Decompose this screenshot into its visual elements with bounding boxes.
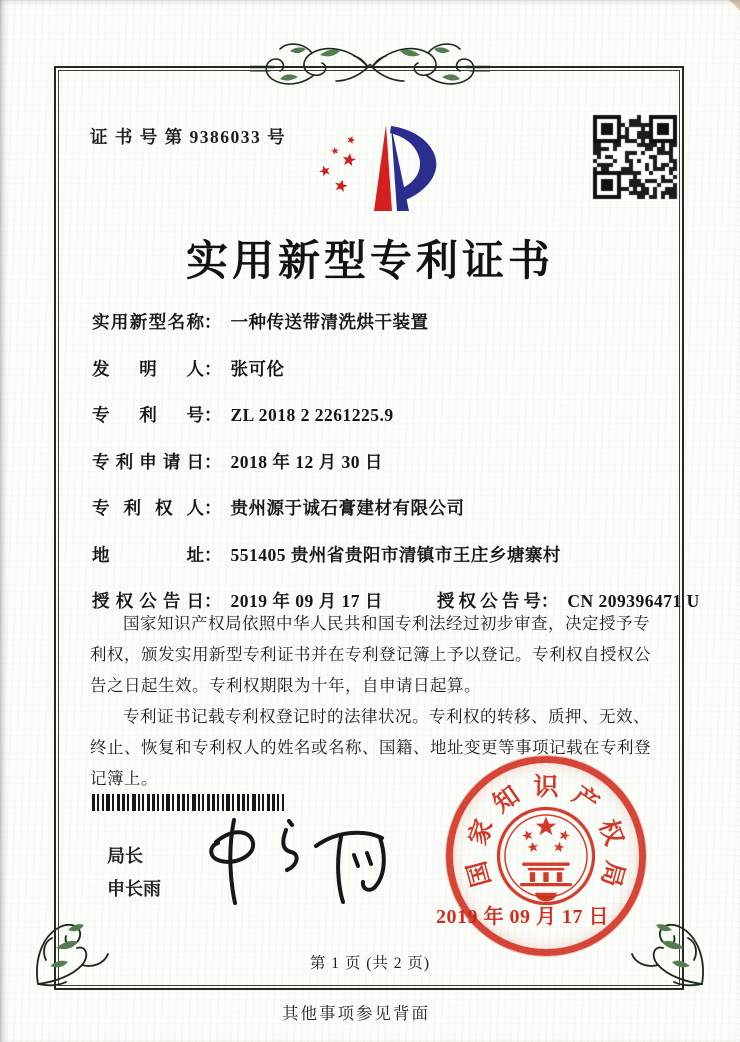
field-value: 张可伦	[230, 358, 285, 379]
signature-shen-changyu-icon	[188, 810, 403, 912]
barcode	[92, 794, 290, 811]
field-colon: ：	[204, 312, 222, 332]
patent-fields	[92, 311, 700, 637]
seal-arc-char: 国	[463, 858, 497, 890]
field-colon: ：	[204, 544, 222, 565]
signer-block	[107, 840, 161, 906]
official-seal	[436, 748, 656, 964]
field-colon: ：	[204, 591, 222, 611]
field-colon: ：	[204, 358, 222, 379]
seal-arc-char: 局	[595, 858, 629, 890]
field-label: 地址	[92, 544, 204, 565]
national-emblem-icon	[492, 802, 600, 910]
legal-paragraph-1: 国家知识产权局依照中华人民共和国专利法经过初步审查，决定授予专利权，颁发实用新型专利证书并在专利登记簿上予以登记。专利权自授权公告之日起生效。专利权期限为十年，自申请日起算。	[90, 614, 651, 695]
field-label: 授权公告日	[92, 591, 204, 611]
field-colon: ：	[540, 591, 559, 611]
field-value: ZL 2018 2 2261225.9	[230, 405, 394, 425]
legal-paragraph-2: 专利证书记载专利权登记时的法律状况。专利权的转移、质押、无效、终止、恢复和专利权人的姓名或名称、国籍、地址变更等事项记载在专利登记簿上。	[90, 707, 651, 788]
field-label: 专利权人	[92, 498, 204, 518]
signer-title: 局长	[107, 846, 143, 866]
seal-arc-char: 权	[593, 816, 628, 849]
page-number: 第 1 页 (共 2 页)	[309, 955, 431, 972]
field-value: 一种传送带清洗烘干装置	[230, 312, 429, 332]
field-row-inventor	[92, 358, 658, 381]
signer-name: 申长雨	[107, 879, 161, 899]
field-row-patent-number	[92, 404, 658, 427]
field-colon: ：	[204, 498, 222, 518]
cnipa-logo-icon	[304, 110, 446, 216]
field-value: CN 209396471 U	[567, 591, 700, 611]
field-value: 551405 贵州省贵阳市清镇市王庄乡塘寨村	[230, 544, 561, 565]
seal-date: 2019 年 09 月 17 日	[436, 906, 609, 928]
field-label: 专利号	[92, 405, 204, 425]
certificate-number: 证 书 号 第 9386033 号	[90, 127, 287, 147]
field-label: 专利申请日	[92, 451, 204, 472]
field-row-filing-date	[92, 451, 658, 474]
field-label: 实用新型名称	[92, 312, 204, 332]
field-value: 贵州源于诚石膏建材有限公司	[230, 498, 465, 518]
field-label: 发明人	[92, 358, 204, 379]
certificate-title: 实用新型专利证书	[185, 239, 554, 285]
field-value: 2018 年 12 月 30 日	[230, 451, 383, 472]
seal-arc-char: 家	[464, 816, 499, 849]
field-label: 授权公告号	[436, 591, 541, 611]
seal-arc-char: 产	[567, 781, 604, 819]
top-center-flourish-icon	[250, 36, 490, 94]
field-colon: ：	[204, 451, 222, 472]
seal-arc-char: 知	[488, 781, 525, 819]
back-side-note: 其他事项参见背面	[282, 1004, 430, 1023]
field-value: 2019 年 09 月 17 日	[230, 591, 383, 611]
field-colon: ：	[204, 405, 222, 425]
field-row-patentee	[92, 497, 658, 520]
field-row-address	[92, 544, 658, 567]
field-row-utility-model-name	[92, 311, 658, 334]
seal-arc-char: 识	[533, 774, 559, 801]
qr-code	[591, 113, 679, 201]
